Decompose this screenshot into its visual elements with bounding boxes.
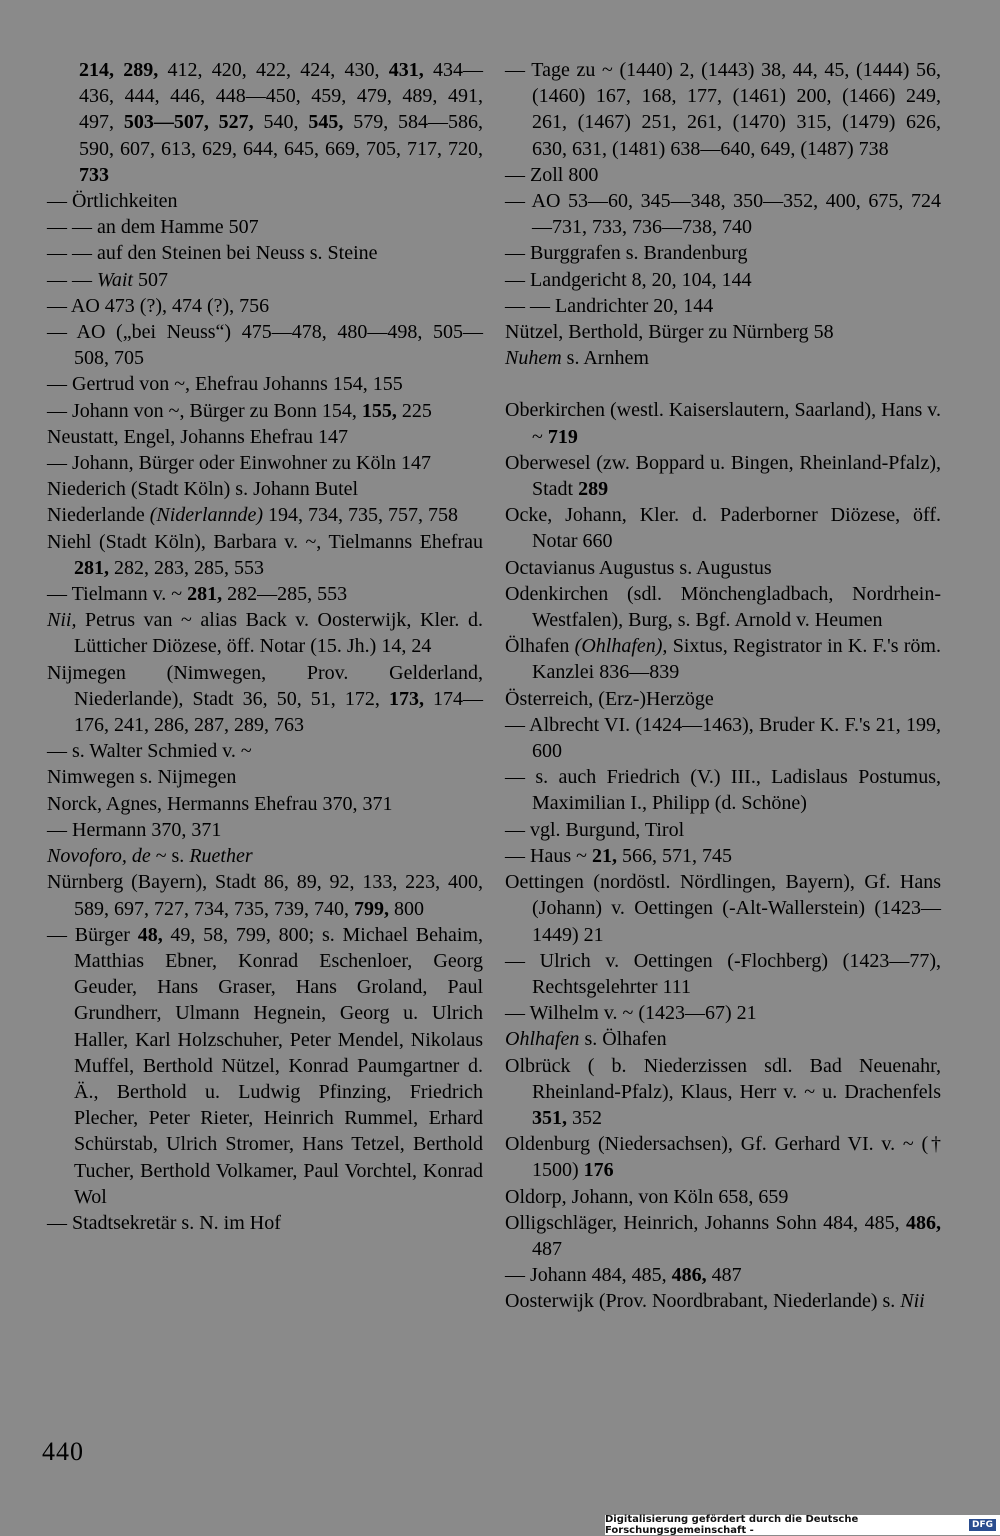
index-entry-text: 21, [591,844,617,867]
dfg-logo: DFG [969,1519,996,1531]
index-entry [505,1184,941,1210]
index-entry [47,791,483,817]
index-entry-text: 194, 734, 735, 757, 758 [263,504,459,527]
index-entry-text: Oettingen (nordöstl. Nördlingen, Bayern), Gf. Hans (Johann) v. Oettingen (-Alt-Wallerstein) (1423—1449) 21 [505,871,941,946]
index-entry [47,476,483,502]
index-entry-text: Oberkirchen (westl. Kaiserslautern, Saarland), Hans v. ~ [505,399,941,448]
index-entry-text: 176 [583,1159,614,1182]
index-entry-text: 174—176, 241, 286, 287, 289, 763 [74,687,484,737]
index-entry [505,450,941,502]
index-entry [47,293,483,319]
index-entry-text: Neustatt, Engel, Johanns Ehefrau 147 [47,425,349,448]
index-entry [505,712,941,764]
index-entry-text: — Haus ~ [505,844,592,867]
index-entry-text: — Tielmann v. ~ [47,583,188,606]
index-entry [47,922,483,1210]
index-entry [505,555,941,581]
index-entry-text: s. Ölhafen [579,1028,667,1051]
index-entry-text: 282, 283, 285, 553 [109,556,264,579]
index-entry-text: Ruether [189,845,253,868]
index-entry-text: 566, 571, 745 [616,844,732,867]
index-entry [505,686,941,712]
digitization-credit [605,1515,1000,1535]
index-entry [47,371,483,397]
index-entry [505,843,941,869]
index-entry [79,57,483,188]
index-entry-text: Novoforo, de [47,845,151,868]
index-entry [47,869,483,921]
index-entry-text: 486, [906,1211,941,1234]
index-entry [505,1262,941,1288]
index-entry-text: 173, [388,687,424,710]
index-entry [505,267,941,293]
index-entry-text: 49, 58, 799, 800; s. Michael Behaim, Matthias Ebner, Konrad Eschenloer, Georg Geuder, Hans Graser, Hans Groland, Paul Grundherr, Ulmann Hegnein, Georg u. Ulrich Haller, Karl Holzschuher, Peter Mendel, Nikolaus Muffel, Berthold Nützel, Konrad Paumgartner d. Ä., Berthold u. Ludwig Pfinzing, Friedrich Plecher, Peter Rieter, Heinrich Rummel, Erhard Schürstab, Ulrich Stromer, Hans Tetzel, Berthold Tucher, Berthold Volkamer, Paul Vorchtel, Konrad Wol [74,923,483,1208]
index-entry-text: Niehl (Stadt Köln), Barbara v. ~, Tielmanns Ehefrau [47,530,483,553]
index-entry [47,738,483,764]
index-entry [47,660,483,739]
index-entry [47,581,483,607]
index-entry-text: Nuhem [505,347,562,370]
index-entry-text: — Tage zu ~ (1440) 2, (1443) 38, 44, 45, (1444) 56, (1460) 167, 168, 177, (1461) 200, (1466) 249, 261, (1467) 251, 261, (1470) 315, (1479) 626, 630, 631, (1481) 638—640, 649, (1487) 738 [505,59,941,160]
index-entry-text: 579, 584—586, 590, 607, 613, 629, 644, 645, 669, 705, 717, 720, [79,111,484,160]
index-entry-text: — Hermann 370, 371 [47,818,222,841]
index-entry-text: 225 [396,399,432,422]
index-entry [505,1288,941,1314]
index-entry-text: Oldorp, Johann, von Köln 658, 659 [505,1185,789,1208]
index-entry [47,398,483,424]
index-entry-text: — AO 473 (?), 474 (?), 756 [47,294,270,317]
credit-text: Digitalisierung gefördert durch die Deutsche Forschungsgemeinschaft - [605,1514,859,1536]
index-entry-text: 351, [532,1106,567,1129]
index-entry-text: — Gertrud von ~, Ehefrau Johanns 154, 155 [47,373,403,396]
index-entry [505,581,941,633]
index-entry [505,764,941,816]
index-column-right [505,57,941,1315]
index-entry [505,633,941,685]
index-entry [505,188,941,240]
index-entry-text: Oosterwijk (Prov. Noordbrabant, Niederlande) s. [505,1290,901,1313]
index-entry-text: Olbrück ( b. Niederzissen sdl. Bad Neuenahr, Rheinland-Pfalz), Klaus, Herr v. ~ u. Drachenfels [505,1054,941,1103]
index-entry-text: (Ohlhafen), [574,635,668,658]
index-entry-text: ~ s. [150,845,190,868]
index-column-left [47,57,483,1236]
index-entry-text: — Zoll 800 [505,163,599,186]
index-entry-text: Norck, Agnes, Hermanns Ehefrau 370, 371 [47,792,393,815]
index-entry-text: — AO („bei Neuss“) 475—478, 480—498, 505—508, 705 [47,321,483,370]
index-entry [47,450,483,476]
index-entry [505,1026,941,1052]
index-entry-text: 540, [253,111,309,134]
index-entry-text: — — Landrichter 20, 144 [505,294,714,317]
index-entry [505,293,941,319]
index-entry [505,817,941,843]
index-entry-text: 434—436, 444, 446, 448—450, 459, 479, 489, 491, 497, [79,59,483,134]
index-entry-text: 352 [567,1106,602,1129]
index-entry [47,319,483,371]
index-entry-text: — Ulrich v. Oettingen (-Flochberg) (1423—77), Rechtsgelehrter 111 [505,949,941,998]
index-entry [47,267,483,293]
index-entry-text: Oldenburg (Niedersachsen), Gf. Gerhard VI. v. ~ († 1500) [505,1133,941,1182]
index-entry-text: Nützel, Berthold, Bürger zu Nürnberg 58 [505,321,834,344]
index-entry-text: Nijmegen (Nimwegen, Prov. Gelderland, Niederlande), Stadt 36, 50, 51, 172, [47,661,483,710]
index-entry-text: 487 [532,1237,562,1260]
index-entry [505,319,941,345]
index-entry-text: s. Arnhem [561,347,649,370]
index-entry [505,162,941,188]
index-entry-text: 289 [578,478,609,501]
index-entry-text: Octavianus Augustus s. Augustus [505,556,772,579]
index-entry-text: — Bürger [47,923,138,946]
index-entry-text: 281, [187,583,223,606]
index-entry-text: 412, 420, 422, 424, 430, [167,59,389,81]
index-entry [505,1131,941,1183]
index-entry-text: Oberwesel (zw. Boppard u. Bingen, Rheinland-Pfalz), Stadt [505,451,941,501]
index-entry-text: — Albrecht VI. (1424—1463), Bruder K. F.'s 21, 199, 600 [505,713,941,763]
index-entry-text: — s. auch Friedrich (V.) III., Ladislaus Postumus, Maximilian I., Philipp (d. Schöne) [505,766,941,815]
index-entry-text: 487 [706,1264,742,1287]
index-entry [47,188,483,214]
index-entry [505,869,941,948]
index-entry-text: — — auf den Steinen bei Neuss s. Steine [47,242,378,265]
index-entry-text: (Niderlannde) [149,504,264,527]
index-entry-text: 545, [308,111,344,134]
index-entry-text: Niederlande [47,504,150,527]
index-entry [505,345,941,371]
index-entry-text: — Johann 484, 485, [505,1264,672,1287]
index-entry-text: 281, [74,556,109,579]
index-entry-text: 486, [671,1264,707,1287]
index-entry [47,817,483,843]
index-entry-text: — Johann, Bürger oder Einwohner zu Köln 147 [47,452,432,475]
index-entry-text: Ocke, Johann, Kler. d. Paderborner Diözese, öff. Notar 660 [505,504,941,553]
index-entry-text: Olligschläger, Heinrich, Johanns Sohn 484, 485, [505,1211,906,1234]
index-entry-text: Niederich (Stadt Köln) s. Johann Butel [47,478,359,501]
index-entry-text: — Wilhelm v. ~ (1423—67) 21 [505,1002,757,1025]
index-entry-text: Ölhafen [505,635,575,658]
index-entry [47,607,483,659]
index-entry [505,1210,941,1262]
index-entry [47,214,483,240]
index-entry-text: Nii [900,1290,925,1313]
index-entry [505,948,941,1000]
index-entry-text: — AO 53—60, 345—348, 350—352, 400, 675, 724—731, 733, 736—738, 740 [505,190,941,239]
index-entry-text: 431, [388,59,424,81]
index-entry-text: 719 [547,425,578,448]
index-entry-text: — — an dem Hamme 507 [47,216,259,239]
index-entry [505,1000,941,1026]
index-entry-text: — Landgericht 8, 20, 104, 144 [505,268,752,291]
index-entry-text: Ohlhafen [505,1028,580,1051]
index-entry-text: — — [47,268,97,291]
page-number: 440 [42,1437,84,1466]
index-entry-text: — s. Walter Schmied v. ~ [47,740,252,763]
index-entry [47,529,483,581]
index-entry [505,240,941,266]
index-entry-text: 800 [389,897,424,920]
index-entry [505,1053,941,1132]
index-entry-text: 503—507, 527, [123,111,254,134]
index-entry-text: Nürnberg (Bayern), Stadt 86, 89, 92, 133, 223, 400, 589, 697, 727, 734, 735, 739, 740, [47,871,483,920]
index-entry [47,502,483,528]
index-entry-text: 155, [361,399,397,422]
index-entry [47,1210,483,1236]
index-entry-text: Odenkirchen (sdl. Mönchengladbach, Nordrhein-Westfalen), Burg, s. Bgf. Arnold v. Heumen [505,582,941,632]
index-entry-text: 282—285, 553 [222,583,348,606]
index-entry [47,424,483,450]
index-entry-text: — Johann von ~, Bürger zu Bonn 154, [47,399,362,422]
index-entry-text: Nimwegen s. Nijmegen [47,766,237,789]
index-entry-text: Wait [97,268,133,291]
index-entry-text: 799, [354,897,389,920]
index-entry [505,502,941,554]
index-entry-text: Nii, [47,609,77,632]
index-entry-text: 733 [79,163,109,186]
index-entry-text: — vgl. Burgund, Tirol [505,818,685,841]
index-entry [47,240,483,266]
index-entry-text: Petrus van ~ alias Back v. Oosterwijk, Kler. d. Lütticher Diözese, öff. Notar (15. Jh.) 14, 24 [74,609,483,658]
index-entry-text: 48, [137,923,163,946]
index-entry-text: — Örtlichkeiten [47,190,178,213]
index-entry-text: — Stadtsekretär s. N. im Hof [47,1211,281,1234]
index-entry-text: Sixtus, Registrator in K. F.'s röm. Kanzlei 836—839 [532,635,941,684]
index-entry [47,843,483,869]
index-entry [505,57,941,162]
index-entry [505,397,941,449]
index-entry [47,764,483,790]
index-entry-text: 214, 289, [79,59,168,81]
index-entry-text: Österreich, (Erz-)Herzöge [505,687,714,710]
index-entry-text: 507 [132,268,168,291]
index-entry-text: — Burggrafen s. Brandenburg [505,242,748,265]
